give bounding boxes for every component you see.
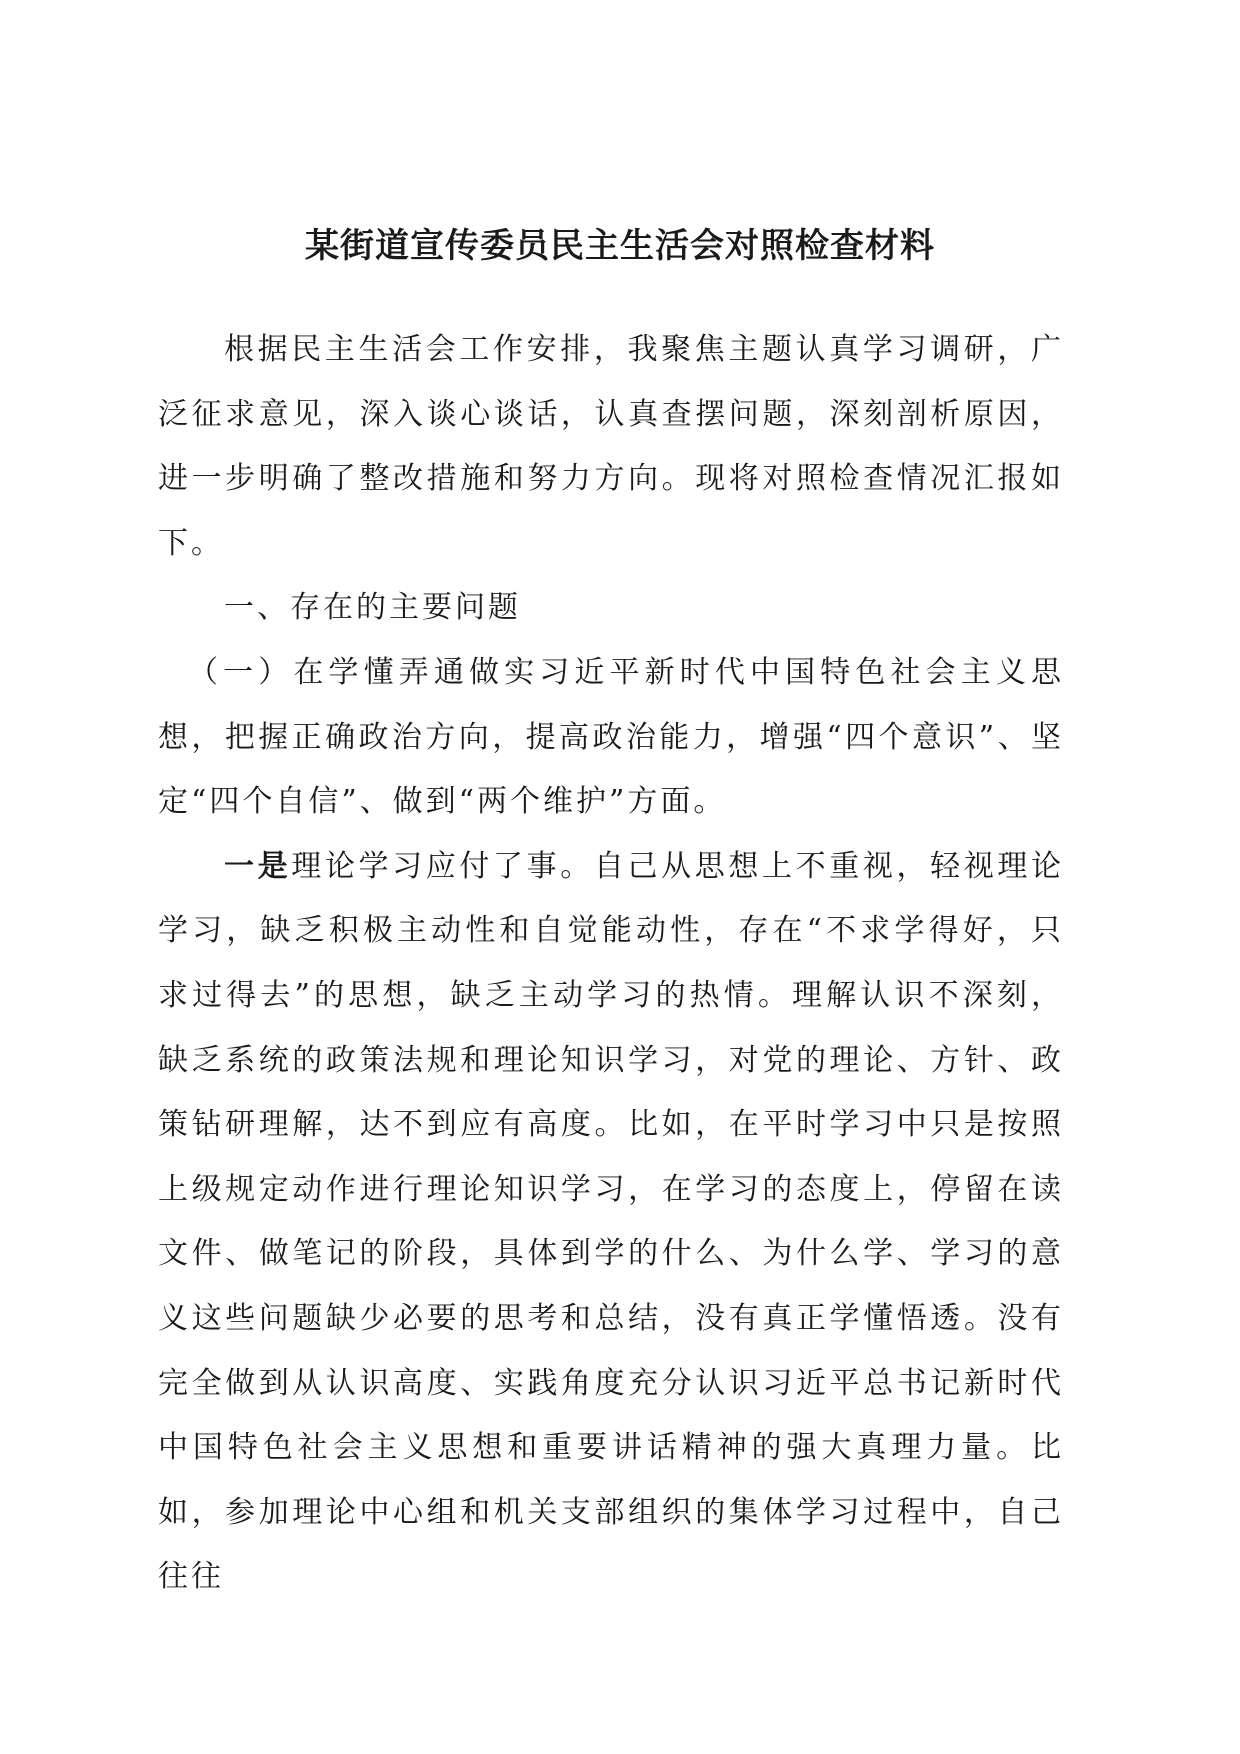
point-one-lead: 一是 — [224, 848, 292, 884]
section-heading: 一、存在的主要问题 — [224, 590, 521, 626]
subsection-heading: （一）在学懂弄通做实习近平新时代中国特色社会主义思想，把握正确政治方向，提高政治能力，增强“四个意识”、坚定“四个自信”、做到“两个维护”方面。 — [158, 654, 1064, 820]
intro-paragraph: 根据民主生活会工作安排，我聚焦主题认真学习调研，广泛征求意见，深入谈心谈话，认真查摆问题，深刻剖析原因，进一步明确了整改措施和努力方向。现将对照检查情况汇报如下。 — [158, 332, 1064, 561]
point-one-paragraph — [158, 835, 1064, 1610]
document-title: 某街道宣传委员民主生活会对照检查材料 — [305, 226, 935, 266]
point-one-text: 理论学习应付了事。自己从思想上不重视，轻视理论学习，缺乏积极主动性和自觉能动性，存在“不求学得好，只求过得去”的思想，缺乏主动学习的热情。理解认识不深刻，缺乏系统的政策法规和理论知识学习，对党的理论、方针、政策钻研理解，达不到应有高度。比如，在平时学习中只是按照上级规定动作进行理论知识学习，在学习的态度上，停留在读文件、做笔记的阶段，具体到学的什么、为什么学、学习的意义这些问题缺少必要的思考和总结，没有真正学懂悟透。没有完全做到从认识高度、实践角度充分认识习近平总书记新时代中国特色社会主义思想和重要讲话精神的强大真理力量。比如，参加理论中心组和机关支部组织的集体学习过程中，自己往往 — [158, 848, 1064, 1595]
document-body — [158, 318, 1064, 1610]
